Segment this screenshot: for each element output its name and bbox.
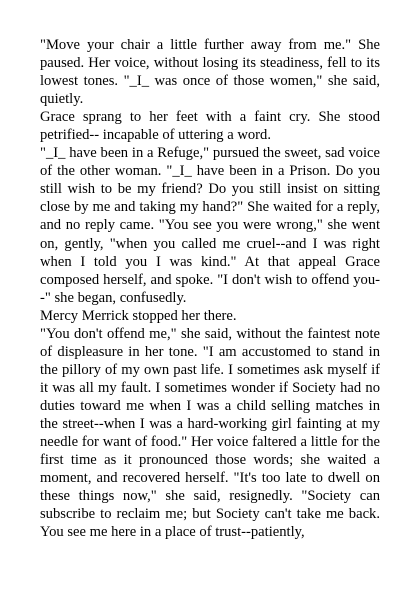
paragraph-1: "Move your chair a little further away from me." She paused. Her voice, without losing its steadiness, fell to its lowest tones. "_I_ was once of those women," she said, quietly. bbox=[40, 37, 380, 108]
paragraph-5: "You don't offend me," she said, without the faintest note of displeasure in her tone. "I am accustomed to stand in the pillory of my own past life. I sometimes ask myself if it was all my fault. I sometimes wonder if Society had no duties toward me when I was a child selling matches in the street--when I was a hard-working girl fainting at my needle for want of food." Her voice faltered a little for the first time as it pronounced those words; she waited a moment, and recovered herself. "It's too late to dwell on these things now," she said, resignedly. "Society can subscribe to reclaim me; but Society can't take me back. You see me here in a place of trust--patiently, bbox=[40, 325, 380, 541]
paragraph-4: Mercy Merrick stopped her there. bbox=[40, 307, 237, 324]
paragraph-2: Grace sprang to her feet with a faint cry. She stood petrified-- incapable of uttering a word. bbox=[40, 109, 380, 144]
document-page bbox=[40, 36, 380, 541]
paragraph-3: "_I_ have been in a Refuge," pursued the sweet, sad voice of the other woman. "_I_ have been in a Prison. Do you still wish to be my friend? Do you still insist on sitting close by me and taking my hand?" She waited for a reply, and no reply came. "You see you were wrong," she went on, gently, "when you called me cruel--and I was right when I told you I was kind." At that appeal Grace composed herself, and spoke. "I don't wish to offend you--" she began, confusedly. bbox=[40, 145, 380, 306]
